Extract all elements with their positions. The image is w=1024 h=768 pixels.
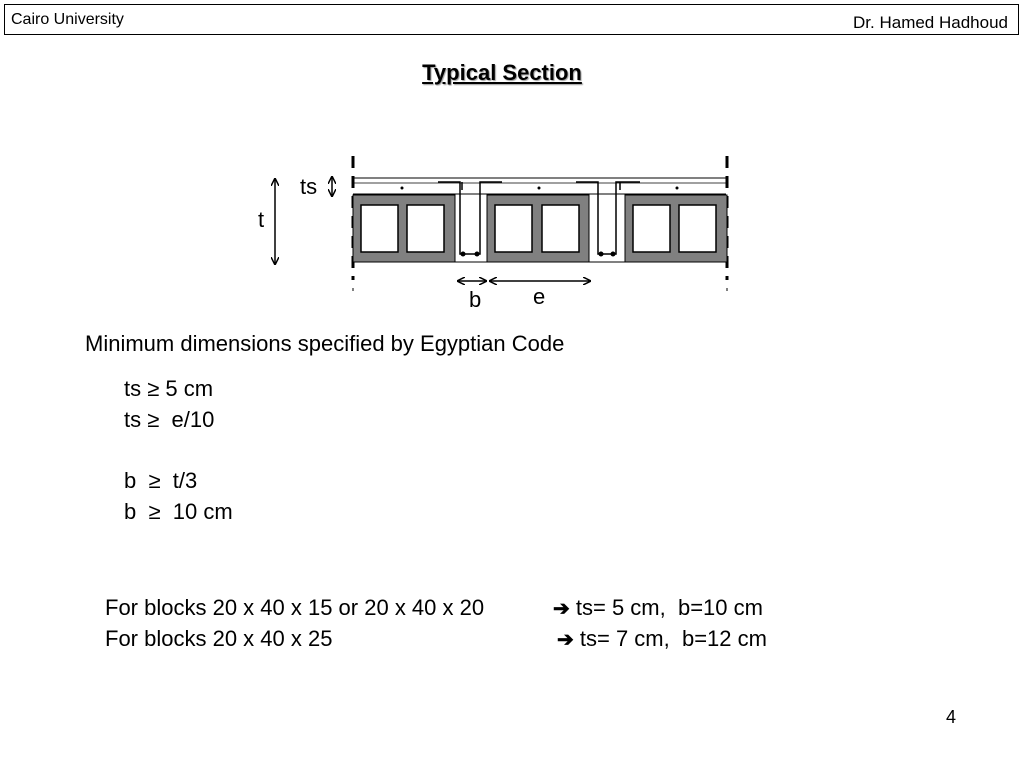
header-bar [4, 4, 1019, 35]
label-b: b [469, 287, 482, 312]
label-t: t [258, 207, 265, 232]
rule-b-min: b ≥ 10 cm [124, 499, 233, 524]
typical-section-diagram [250, 150, 750, 315]
header-university: Cairo University [11, 11, 124, 28]
note-blocks-15-20: For blocks 20 x 40 x 15 or 20 x 40 x 20 [105, 595, 485, 620]
arrow-icon: ➔ [553, 598, 570, 620]
note-result-1 [553, 595, 763, 621]
page-number: 4 [946, 707, 957, 727]
intro-text: Minimum dimensions specified by Egyptian Code [85, 331, 565, 356]
rule-ts-e: ts ≥ e/10 [124, 407, 215, 432]
hollow-block-2 [487, 195, 589, 262]
arrow-icon: ➔ [557, 629, 574, 651]
hollow-block-1 [353, 195, 455, 262]
note-blocks-25: For blocks 20 x 40 x 25 [105, 626, 333, 651]
label-e: e [533, 284, 546, 309]
label-ts: ts [300, 174, 318, 199]
rule-ts-min: ts ≥ 5 cm [124, 376, 214, 401]
slide-title: Typical Section [422, 60, 582, 85]
note-result-2 [557, 626, 767, 652]
hollow-block-3 [625, 195, 727, 262]
header-author: Dr. Hamed Hadhoud [853, 13, 1008, 32]
result-text: ts= 5 cm, b=10 cm [575, 595, 763, 620]
rule-b-t: b ≥ t/3 [124, 468, 198, 493]
result-text: ts= 7 cm, b=12 cm [579, 626, 767, 651]
